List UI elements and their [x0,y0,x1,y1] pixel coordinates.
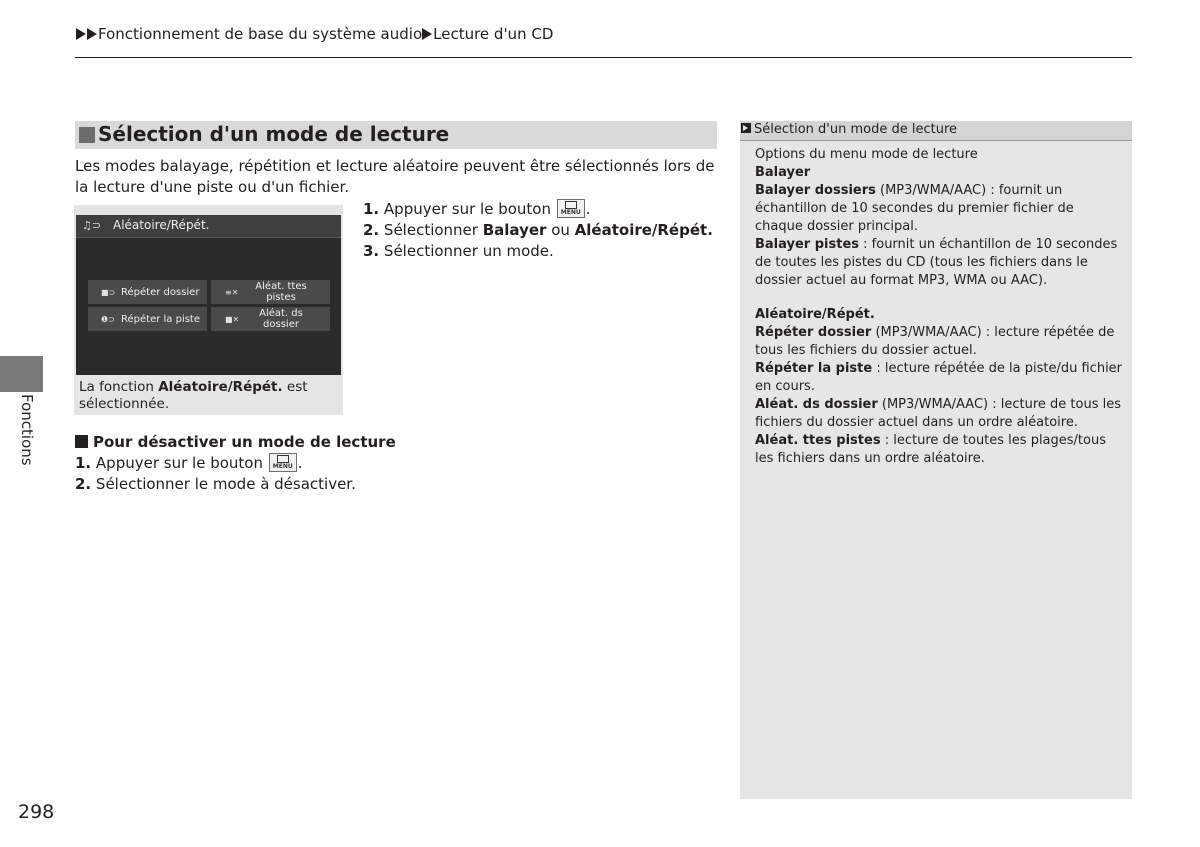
menu-button-label: MENU [560,209,581,216]
breadcrumb [76,25,553,43]
caption-text: est sélectionnée. [79,379,308,412]
sidebar-item [755,324,1125,360]
sidebar-item-term: Répéter la piste [755,361,873,376]
deactivate-heading-text: Pour désactiver un mode de lecture [93,433,396,451]
step-text: ou [546,221,575,239]
option-random-all-tracks[interactable] [211,280,330,304]
step-bold: Aléatoire/Répét. [574,221,713,239]
sidebar-reference [741,122,957,137]
section-title: Sélection d'un mode de lecture [98,122,450,146]
section-title-bar [75,121,717,149]
sidebar-item [755,432,1125,468]
sidebar-header [740,121,1132,141]
breadcrumb-arrow-icon [76,28,86,40]
step-number: 2. [75,475,92,493]
step-text: . [297,454,303,472]
folder-repeat-icon: ■⊃ [101,288,116,297]
reference-arrow-icon [741,123,751,133]
header-rule [75,57,1132,58]
sidebar-item-text: (MP3/WMA/AAC) : lecture de tous les fichiers du dossier actuel dans un ordre aléatoire. [755,397,1121,430]
sidebar-item-term: Répéter dossier [755,325,872,340]
section-intro: Les modes balayage, répétition et lecture aléatoire peuvent être sélectionnés lors de la lecture d'une piste ou d'un fichier. [75,157,715,196]
sidebar-body [755,146,1125,468]
deactivate-step-1 [75,453,356,474]
sidebar-item-text: (MP3/WMA/AAC) : fournit un échantillon de 10 secondes du premier fichier de chaque dossier principal. [755,183,1074,234]
sidebar-item-text: : lecture de toutes les plages/tous les fichiers dans un ordre aléatoire. [755,433,1106,466]
step-number: 2. [363,221,380,239]
menu-button-icon [269,453,297,472]
breadcrumb-arrow-icon [422,28,432,40]
step-3 [363,241,713,262]
chapter-label-text: Fonctions [18,394,36,466]
menu-button-icon [557,199,585,218]
sidebar-reference-text: Sélection d'un mode de lecture [754,122,958,137]
step-text: . [585,200,591,218]
sidebar-group-title: Aléatoire/Répét. [755,307,875,322]
step-number: 3. [363,242,380,260]
chapter-tab [0,356,43,392]
sidebar-item-term: Aléat. ttes pistes [755,433,881,448]
step-bold: Balayer [482,221,547,239]
step-text: Sélectionner [383,221,483,239]
deactivate-step-2 [75,474,356,495]
music-repeat-icon: ♫⊃ [82,219,102,232]
sidebar-item-term: Balayer pistes [755,237,860,252]
track-repeat-icon: ❶⊃ [101,315,115,324]
list-shuffle-icon: ≡✕ [225,288,239,297]
chapter-label [14,394,38,474]
step-text: Sélectionner le mode à désactiver. [95,475,356,493]
option-label: Aléat. ds dossier [259,308,303,330]
screen-title: Aléatoire/Répét. [113,218,210,232]
folder-shuffle-icon: ■✕ [225,315,240,324]
screen-illustration [74,205,343,415]
breadcrumb-part-cd: Lecture d'un CD [433,25,554,43]
step-1 [363,199,713,220]
section-square-icon [79,127,95,143]
step-text: Appuyer sur le bouton [95,454,263,472]
sidebar-item-text: : lecture répétée de la piste/du fichier en cours. [755,361,1123,394]
option-random-in-folder[interactable] [211,307,330,331]
sidebar-item-term: Aléat. ds dossier [755,397,878,412]
option-repeat-track[interactable] [88,307,207,331]
sidebar-group-title: Balayer [755,165,811,180]
steps-list [363,199,713,262]
step-number: 1. [75,454,92,472]
step-text: Appuyer sur le bouton [383,200,551,218]
sidebar-intro: Options du menu mode de lecture [755,147,978,162]
menu-button-label: MENU [272,463,293,470]
option-label: Aléat. ttes pistes [255,281,307,303]
step-2 [363,220,713,241]
breadcrumb-arrow-icon [87,28,97,40]
audio-screen [76,215,341,375]
sidebar-item-term: Balayer dossiers [755,183,876,198]
caption-bold: Aléatoire/Répét. [158,379,283,395]
sidebar-item [755,236,1125,290]
option-label: Répéter la piste [121,314,201,325]
screen-caption [79,379,339,413]
sidebar-item [755,396,1125,432]
sidebar-item-text: : fournit un échantillon de 10 secondes de toutes les pistes du CD (tous les fichiers dans le dossier actuel au format MP3, WMA ou AAC). [755,237,1118,288]
option-repeat-folder[interactable] [88,280,207,304]
sidebar-item [755,360,1125,396]
breadcrumb-part-audio: Fonctionnement de base du système audio [98,25,423,43]
sidebar-item-text: (MP3/WMA/AAC) : lecture répétée de tous les fichiers du dossier actuel. [755,325,1115,358]
square-bullet-icon [75,435,88,448]
sidebar-notes [740,121,1132,799]
step-number: 1. [363,200,380,218]
deactivate-heading [75,433,396,451]
step-text: Sélectionner un mode. [383,242,554,260]
page-number: 298 [18,801,55,823]
option-label: Répéter dossier [121,287,200,298]
sidebar-item [755,182,1125,236]
screen-header [76,215,341,238]
deactivate-steps [75,453,356,495]
caption-text: La fonction [79,379,159,395]
